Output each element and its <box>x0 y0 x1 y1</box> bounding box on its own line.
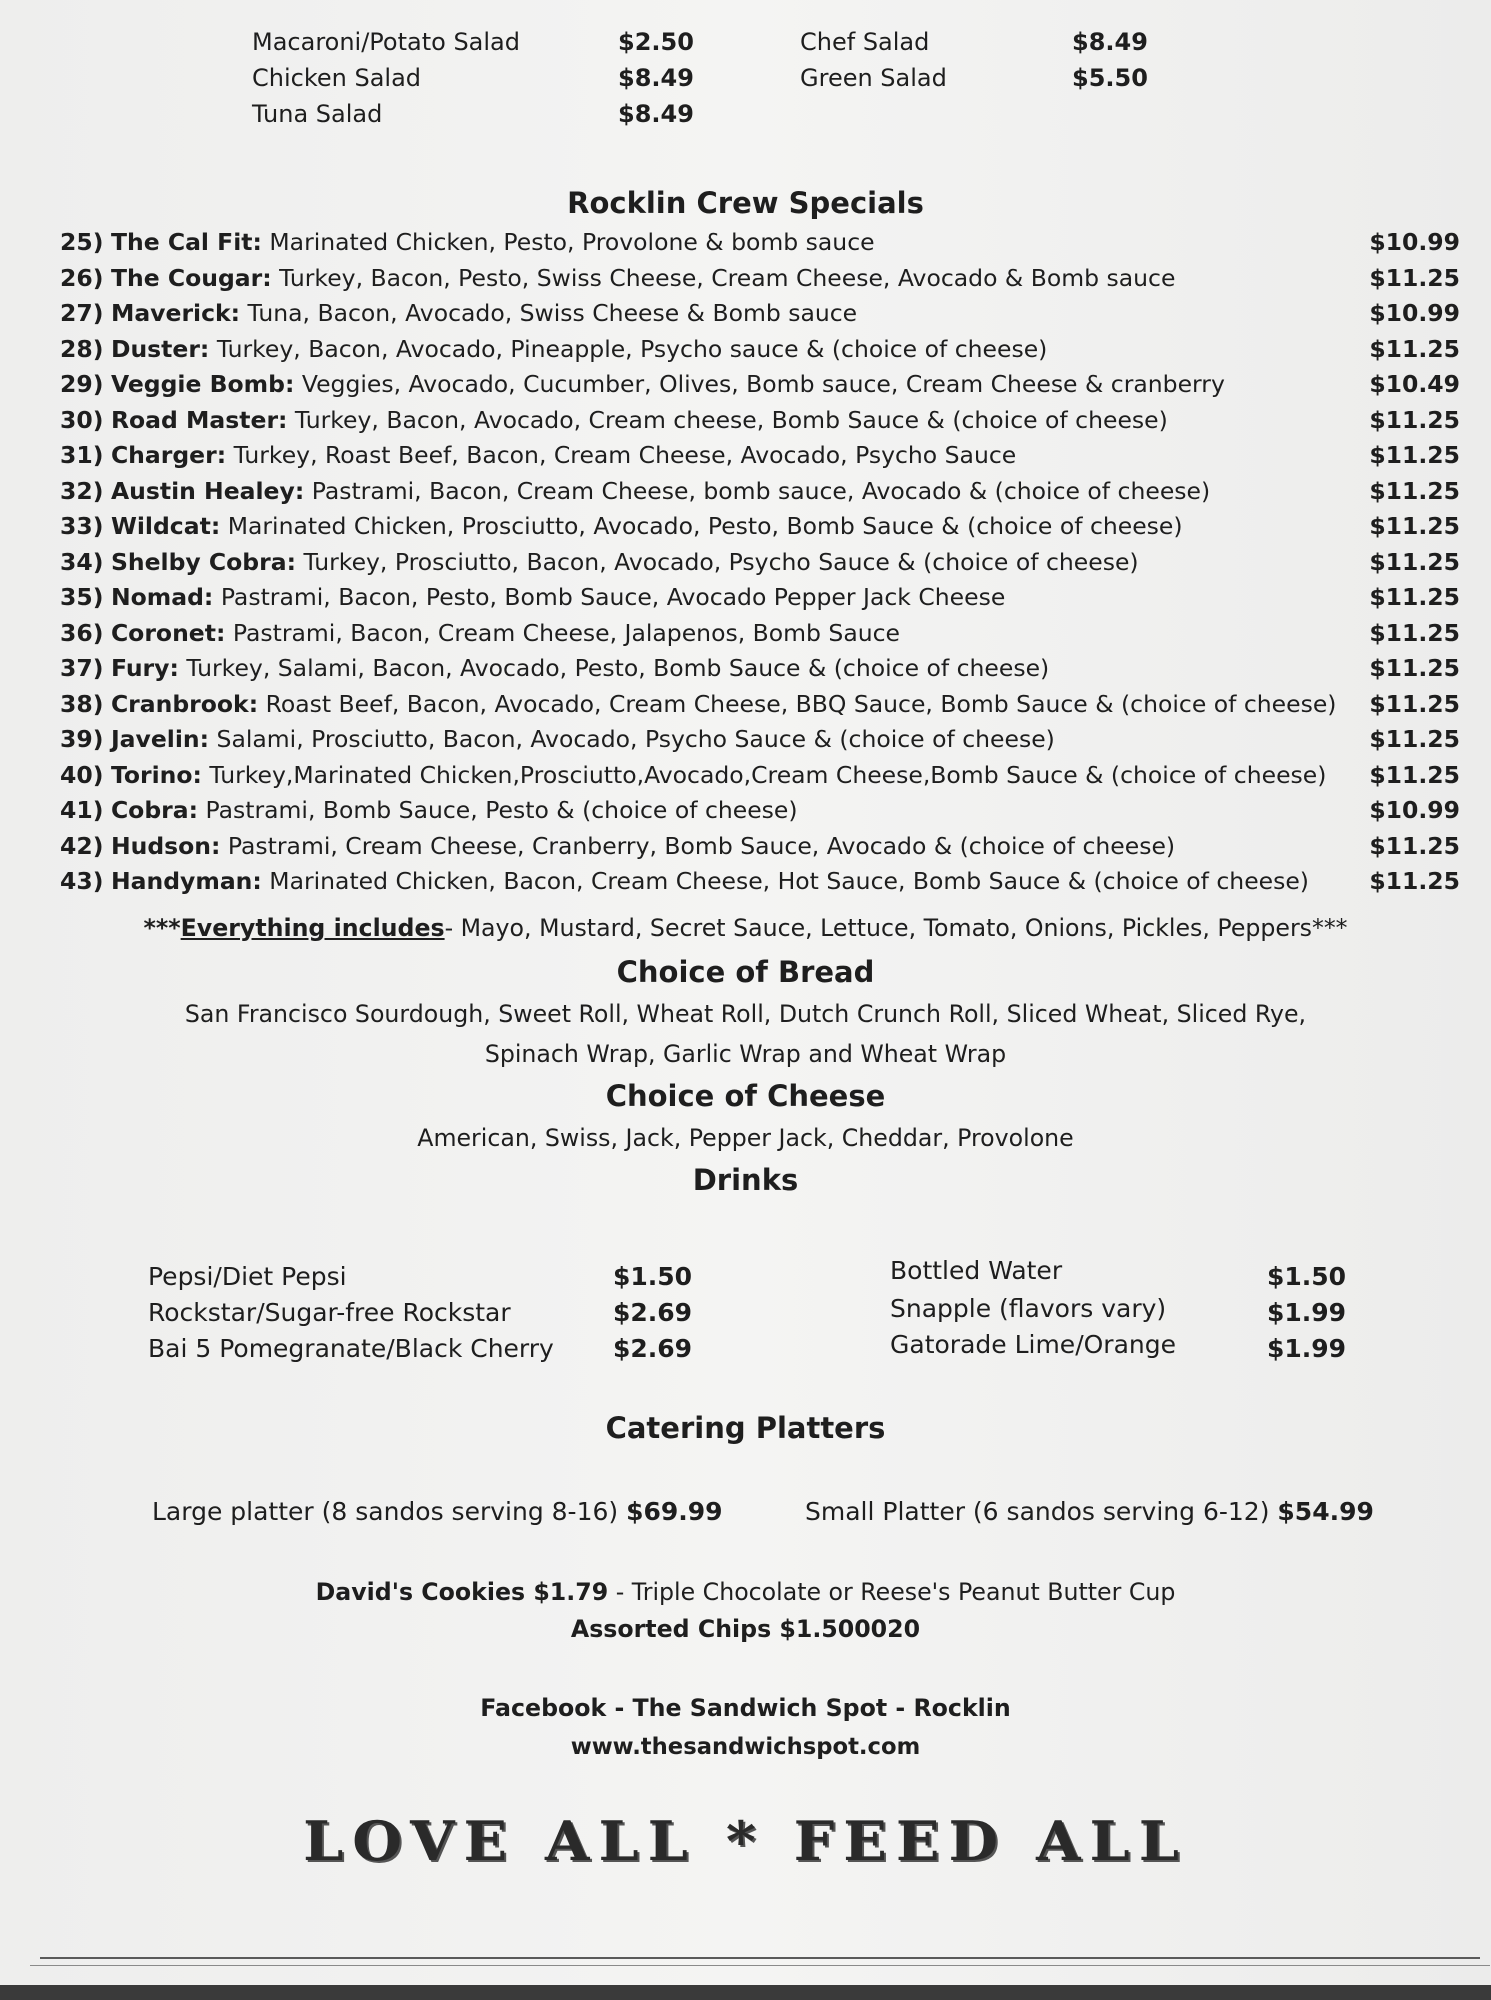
special-price: $10.49 <box>1369 370 1460 398</box>
small-platter-text: Small Platter (6 sandos serving 6-12) <box>805 1497 1270 1526</box>
specials-list <box>60 226 1460 901</box>
special-price: $11.25 <box>1369 867 1460 895</box>
special-text <box>60 796 798 824</box>
special-description: Salami, Prosciutto, Bacon, Avocado, Psycho Sauce & (choice of cheese) <box>216 725 1055 753</box>
drink-item <box>890 1256 1347 1291</box>
special-text <box>60 512 1183 540</box>
drink-item <box>890 1330 1347 1363</box>
special-number: 25) <box>60 228 104 256</box>
special-row <box>60 510 1460 546</box>
special-description: Tuna, Bacon, Avocado, Swiss Cheese & Bomb sauce <box>247 299 858 327</box>
special-row <box>60 794 1460 830</box>
special-description: Pastrami, Bacon, Pesto, Bomb Sauce, Avocado Pepper Jack Cheese <box>220 583 1006 611</box>
special-price: $11.25 <box>1369 760 1460 789</box>
special-name: Charger: <box>110 441 227 469</box>
special-price: $11.25 <box>1369 512 1460 540</box>
special-name: Maverick: <box>110 299 241 327</box>
special-name: The Cougar: <box>110 263 272 292</box>
drink-name: Pepsi/Diet Pepsi <box>148 1262 347 1291</box>
salad-name: Tuna Salad <box>252 100 383 128</box>
special-number: 27) <box>60 299 104 327</box>
special-number: 31) <box>60 441 104 469</box>
special-name: Cobra: <box>110 796 198 824</box>
special-number: 30) <box>60 405 104 434</box>
special-number: 38) <box>60 689 104 718</box>
special-text <box>60 228 875 256</box>
special-price: $11.25 <box>1369 547 1460 576</box>
special-text <box>60 654 1049 682</box>
catering-heading <box>0 1411 1491 1445</box>
includes-stars: *** <box>143 914 181 942</box>
special-price: $11.25 <box>1369 334 1460 363</box>
special-text <box>60 299 857 327</box>
special-row <box>60 617 1460 653</box>
salad-name: Chef Salad <box>800 28 930 56</box>
special-price: $10.99 <box>1369 299 1460 327</box>
drink-price: $1.50 <box>613 1262 693 1291</box>
drink-item <box>148 1262 693 1291</box>
specials-heading-text: Rocklin Crew Specials <box>567 186 924 220</box>
special-number: 42) <box>60 831 104 860</box>
special-name: Fury: <box>110 654 179 682</box>
special-number: 39) <box>60 725 104 753</box>
slogan: LOVE ALL * FEED ALL <box>303 1809 1188 1874</box>
special-text <box>60 477 1210 505</box>
special-row <box>60 226 1460 262</box>
drink-name: Rockstar/Sugar-free Rockstar <box>148 1298 511 1327</box>
special-number: 26) <box>60 263 104 292</box>
special-number: 36) <box>60 618 104 647</box>
large-platter-text: Large platter (8 sandos serving 8-16) <box>152 1497 619 1526</box>
special-row <box>60 759 1460 795</box>
special-text <box>60 725 1055 753</box>
special-row <box>60 723 1460 759</box>
special-price: $11.25 <box>1369 689 1460 718</box>
special-number: 28) <box>60 334 104 363</box>
special-text <box>60 370 1225 398</box>
special-name: Nomad: <box>110 583 214 611</box>
special-description: Marinated Chicken, Pesto, Provolone & bomb sauce <box>269 228 875 256</box>
special-price: $11.25 <box>1369 441 1460 469</box>
drinks-heading-text: Drinks <box>692 1163 799 1197</box>
special-number: 29) <box>60 370 104 398</box>
special-row <box>60 652 1460 688</box>
cheese-line: American, Swiss, Jack, Pepper Jack, Cheddar, Provolone <box>417 1124 1074 1152</box>
special-description: Veggies, Avocado, Cucumber, Olives, Bomb sauce, Cream Cheese & cranberry <box>301 370 1225 398</box>
special-text <box>60 548 1139 576</box>
special-name: Austin Healey: <box>110 476 305 505</box>
drink-price: $2.69 <box>613 1334 693 1363</box>
special-price: $11.25 <box>1369 618 1460 647</box>
special-number: 33) <box>60 512 104 540</box>
drink-price: $1.50 <box>1267 1262 1347 1291</box>
includes-text: - Mayo, Mustard, Secret Sauce, Lettuce, Tomato, Onions, Pickles, Peppers*** <box>444 914 1348 942</box>
salad-price: $2.50 <box>618 28 694 56</box>
special-description: Turkey, Bacon, Avocado, Cream cheese, Bomb Sauce & (choice of cheese) <box>294 405 1168 434</box>
chips-line: Assorted Chips $1.500020 <box>570 1615 921 1643</box>
special-name: Shelby Cobra: <box>110 547 296 576</box>
special-description: Marinated Chicken, Bacon, Cream Cheese, Hot Sauce, Bomb Sauce & (choice of cheese) <box>269 867 1309 895</box>
special-text <box>60 690 1336 718</box>
special-description: Turkey, Salami, Bacon, Avocado, Pesto, Bomb Sauce & (choice of cheese) <box>186 654 1050 682</box>
special-number: 37) <box>60 654 104 682</box>
includes-line <box>0 914 1491 942</box>
special-text <box>60 832 1175 860</box>
bread-line-1: San Francisco Sourdough, Sweet Roll, Wheat Roll, Dutch Crunch Roll, Sliced Wheat, Sliced Rye, <box>184 1000 1307 1028</box>
cookies-text: - Triple Chocolate or Reese's Peanut Butter Cup <box>608 1578 1176 1606</box>
special-text <box>60 441 1016 469</box>
special-text <box>60 619 900 647</box>
special-description: Turkey, Bacon, Avocado, Pineapple, Psycho sauce & (choice of cheese) <box>216 334 1048 363</box>
bread-heading-text: Choice of Bread <box>616 955 875 989</box>
drink-name: Bai 5 Pomegranate/Black Cherry <box>148 1334 554 1363</box>
special-row <box>60 262 1460 298</box>
special-row <box>60 404 1460 440</box>
special-row <box>60 546 1460 582</box>
drink-item <box>148 1298 693 1327</box>
special-row <box>60 439 1460 475</box>
salad-name: Chicken Salad <box>252 64 422 92</box>
special-text <box>60 583 1005 611</box>
special-name: Hudson: <box>110 831 221 860</box>
special-price: $11.25 <box>1369 583 1460 611</box>
drinks-heading <box>0 1163 1491 1197</box>
salad-price: $5.50 <box>1072 64 1148 92</box>
special-text <box>60 406 1168 434</box>
salads-section <box>252 28 1172 138</box>
special-row <box>60 865 1460 901</box>
special-number: 34) <box>60 547 104 576</box>
salad-price: $8.49 <box>618 64 694 92</box>
drink-price: $1.99 <box>1267 1298 1347 1327</box>
special-row <box>60 475 1460 511</box>
bread-heading <box>0 955 1491 989</box>
special-name: The Cal Fit: <box>110 228 262 256</box>
special-name: Duster: <box>110 334 210 363</box>
special-name: Cranbrook: <box>110 689 259 718</box>
special-name: Road Master: <box>110 405 288 434</box>
special-row <box>60 368 1460 404</box>
special-price: $11.25 <box>1369 654 1460 682</box>
catering-heading-text: Catering Platters <box>605 1411 886 1445</box>
salad-price: $8.49 <box>618 100 694 128</box>
bottom-rule-thin <box>30 1965 1490 1966</box>
special-description: Turkey,Marinated Chicken,Prosciutto,Avocado,Cream Cheese,Bomb Sauce & (choice of cheese) <box>209 760 1327 789</box>
drink-name: Snapple (flavors vary) <box>890 1294 1167 1323</box>
special-row <box>60 830 1460 866</box>
special-row <box>60 581 1460 617</box>
special-price: $11.25 <box>1369 405 1460 434</box>
facebook-line: Facebook - The Sandwich Spot - Rocklin <box>480 1694 1011 1722</box>
special-price: $11.25 <box>1369 476 1460 505</box>
special-price: $10.99 <box>1369 228 1460 256</box>
special-number: 40) <box>60 760 104 789</box>
special-name: Javelin: <box>110 725 210 753</box>
special-row <box>60 297 1460 333</box>
special-name: Wildcat: <box>110 512 221 540</box>
special-price: $11.25 <box>1369 831 1460 860</box>
drink-name: Gatorade Lime/Orange <box>890 1330 1176 1359</box>
cheese-heading-text: Choice of Cheese <box>605 1079 886 1113</box>
large-platter <box>152 1497 723 1526</box>
special-description: Pastrami, Bacon, Cream Cheese, bomb sauce, Avocado & (choice of cheese) <box>311 476 1211 505</box>
special-price: $11.25 <box>1369 263 1460 292</box>
small-platter-price: $54.99 <box>1277 1497 1374 1526</box>
drink-name: Bottled Water <box>890 1256 1063 1285</box>
special-number: 43) <box>60 867 104 895</box>
drink-item <box>148 1334 693 1363</box>
salad-name: Green Salad <box>800 64 947 92</box>
special-text <box>60 867 1309 895</box>
special-text <box>60 264 1175 292</box>
bottom-rule <box>40 1957 1480 1959</box>
special-description: Roast Beef, Bacon, Avocado, Cream Cheese, BBQ Sauce, Bomb Sauce & (choice of cheese) <box>265 689 1337 718</box>
special-description: Marinated Chicken, Prosciutto, Avocado, Pesto, Bomb Sauce & (choice of cheese) <box>227 512 1183 540</box>
special-description: Turkey, Prosciutto, Bacon, Avocado, Psycho Sauce & (choice of cheese) <box>303 547 1139 576</box>
drink-price: $2.69 <box>613 1298 693 1327</box>
page-edge-shadow <box>0 1985 1491 2000</box>
special-text <box>60 761 1326 789</box>
special-name: Coronet: <box>110 618 226 647</box>
special-description: Pastrami, Bomb Sauce, Pesto & (choice of cheese) <box>205 796 798 824</box>
special-description: Turkey, Roast Beef, Bacon, Cream Cheese, Avocado, Psycho Sauce <box>233 441 1017 469</box>
special-description: Pastrami, Bacon, Cream Cheese, Jalapenos, Bomb Sauce <box>232 618 901 647</box>
special-number: 32) <box>60 476 104 505</box>
special-row <box>60 688 1460 724</box>
special-description: Turkey, Bacon, Pesto, Swiss Cheese, Cream Cheese, Avocado & Bomb sauce <box>279 263 1176 292</box>
drink-item <box>890 1294 1347 1327</box>
special-price: $11.25 <box>1369 725 1460 753</box>
specials-heading <box>0 186 1491 220</box>
small-platter <box>805 1497 1374 1526</box>
large-platter-price: $69.99 <box>626 1497 723 1526</box>
special-text <box>60 335 1047 363</box>
special-number: 35) <box>60 583 104 611</box>
special-price: $10.99 <box>1369 796 1460 824</box>
cookies-line <box>0 1578 1491 1606</box>
website-link[interactable]: www.thesandwichspot.com <box>570 1734 921 1760</box>
special-description: Pastrami, Cream Cheese, Cranberry, Bomb Sauce, Avocado & (choice of cheese) <box>227 831 1176 860</box>
special-number: 41) <box>60 796 104 824</box>
drinks-section <box>148 1256 1348 1382</box>
special-name: Handyman: <box>110 867 262 895</box>
salad-price: $8.49 <box>1072 28 1148 56</box>
salad-name: Macaroni/Potato Salad <box>252 28 520 56</box>
cheese-heading <box>0 1079 1491 1113</box>
bread-line-2: Spinach Wrap, Garlic Wrap and Wheat Wrap <box>484 1040 1007 1068</box>
drink-price: $1.99 <box>1267 1334 1347 1363</box>
cookies-label: David's Cookies $1.79 <box>315 1578 609 1606</box>
special-name: Veggie Bomb: <box>110 370 295 398</box>
special-name: Torino: <box>110 760 202 789</box>
special-row <box>60 333 1460 369</box>
includes-label: Everything includes <box>180 914 445 942</box>
